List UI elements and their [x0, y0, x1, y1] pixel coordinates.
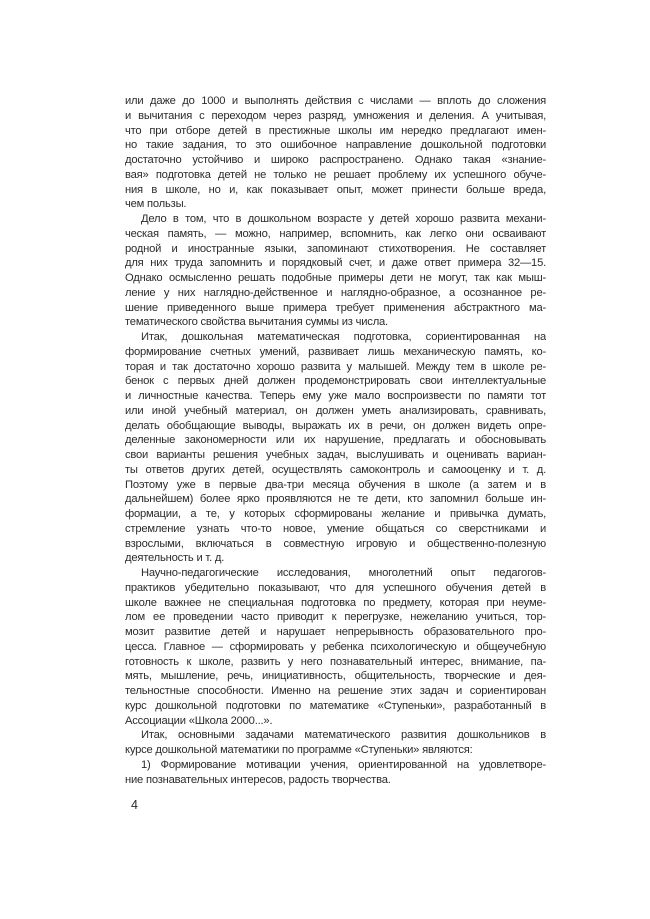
text-line: Однако осмысленно решать подобные примеры дети не могут, так как мыш-	[125, 272, 546, 284]
text-line: тематического свойства вычитания суммы из числа.	[125, 316, 388, 329]
text-line: ление у них наглядно-действенное и наглядно-образное, а осознанное ре-	[125, 286, 546, 299]
text-line: ние познавательных интересов, радость творчества.	[125, 773, 391, 786]
text-line: ты ответов других детей, осуществлять самоконтроль и самооценку и т. д.	[125, 463, 546, 476]
paragraph	[125, 330, 546, 566]
text-line: или даже до 1000 и выполнять действия с числами — вплоть до сложения	[125, 95, 546, 107]
text-line: ния в школе, но и, как показывает опыт, может принести больше вреда,	[125, 183, 546, 196]
text-line: торая и так достаточно хорошо развита у малышей. Между тем в школе ре-	[125, 360, 546, 373]
text-line: деленные закономерности или их нарушение, предлагать и обосновывать	[125, 434, 546, 447]
text-line: стремление узнать что-то новое, умение общаться со сверстниками и	[125, 522, 546, 535]
paragraph	[125, 94, 546, 212]
paragraph	[125, 212, 546, 330]
page-text	[125, 94, 546, 787]
text-line: взрослыми, включаться в совместную игровую и общественно-полезную	[125, 537, 546, 550]
text-line: бенок с первых дней должен продемонстрировать свои интеллектуальные	[125, 375, 546, 388]
text-line: но такие задания, то это ошибочное направление дошкольной подготовки	[125, 139, 546, 152]
text-line: тельностные способности. Именно на решение этих задач и сориентирован	[125, 685, 546, 697]
text-line: чем пользы.	[125, 198, 187, 211]
text-line: лом ее проведении часто приводит к перегрузке, нежеланию учиться, тор-	[125, 611, 546, 624]
text-line: мозит развитие детей и нарушает непрерывность образовательного про-	[125, 626, 546, 638]
text-line: Научно-педагогические исследования, многолетний опыт педагогов-	[141, 567, 546, 579]
text-line: школе важнее не специальная подготовка по предмету, которая при неуме-	[125, 596, 546, 609]
text-line: и вычитания с переходом через разряд, умножения и деления. А учитывая,	[125, 109, 546, 122]
text-line: шение приведенного выше примера требует применения абстрактного ма-	[125, 301, 546, 314]
text-line: Итак, дошкольная математическая подготовка, сориентированная на	[141, 331, 546, 343]
text-line: ческая память, — можно, например, вспомнить, как легко они осваивают	[125, 227, 546, 240]
text-line: делать обобщающие выводы, выражать их в речи, он должен видеть опре-	[125, 419, 546, 432]
paragraph	[125, 728, 546, 758]
text-line: для них труда запомнить и порядковый счет, и даже ответ примера 32—15.	[125, 257, 546, 270]
text-line: родной и иностранные языки, запоминают стихотворения. Не составляет	[125, 242, 546, 255]
text-line: цесса. Главное — сформировать у ребенка психологическую и общеучебную	[125, 640, 546, 653]
paragraph	[125, 566, 546, 728]
text-line: 1) Формирование мотивации учения, ориентированной на удовлетворе-	[141, 758, 546, 771]
text-line: и личностные качества. Теперь ему уже мало воспроизвести по памяти тот	[125, 390, 546, 402]
text-line: деятельность и т. д.	[125, 552, 225, 565]
page-number: 4	[131, 798, 138, 812]
text-line: что при отборе детей в престижные школы им нередко предлагают имен-	[125, 124, 546, 137]
text-line: формации, а те, у которых сформированы желание и привычка думать,	[125, 508, 546, 520]
text-line: свои варианты решения учебных задач, выслушивать и оценивать вариан-	[125, 449, 546, 461]
paragraph	[125, 758, 546, 788]
text-line: готовность к школе, развить у него познавательный интерес, внимание, па-	[125, 655, 546, 668]
text-line: Итак, основными задачами математического развития дошкольников в	[141, 729, 546, 742]
text-line: курсе дошкольной математики по программе «Ступеньки» являются:	[125, 744, 473, 756]
text-line: формирование счетных умений, развивает лишь механическую память, ко-	[125, 345, 546, 358]
text-line: практиков убедительно показывают, что для успешного обучения детей в	[125, 581, 546, 594]
text-line: курс дошкольной подготовки по математике «Ступеньки», разработанный в	[125, 699, 546, 712]
text-line: Ассоциации «Школа 2000...».	[125, 714, 273, 727]
text-line: достаточно устойчиво и широко распространено. Однако такая «знание-	[125, 154, 546, 166]
text-line: мять, мышление, речь, инициативность, общительность, творческие и дея-	[125, 670, 546, 683]
text-line: или иной учебный материал, он должен уметь анализировать, сравнивать,	[125, 404, 546, 417]
text-line: Дело в том, что в дошкольном возрасте у детей хорошо развита механи-	[141, 213, 546, 225]
text-line: дальнейшем) более ярко проявляются не те дети, кто запомнил больше ин-	[125, 493, 546, 506]
text-line: вая» подготовка детей не только не решает проблему их успешного обуче-	[125, 168, 546, 181]
text-line: Поэтому уже в первые два-три месяца обучения в школе (а затем и в	[125, 478, 546, 491]
